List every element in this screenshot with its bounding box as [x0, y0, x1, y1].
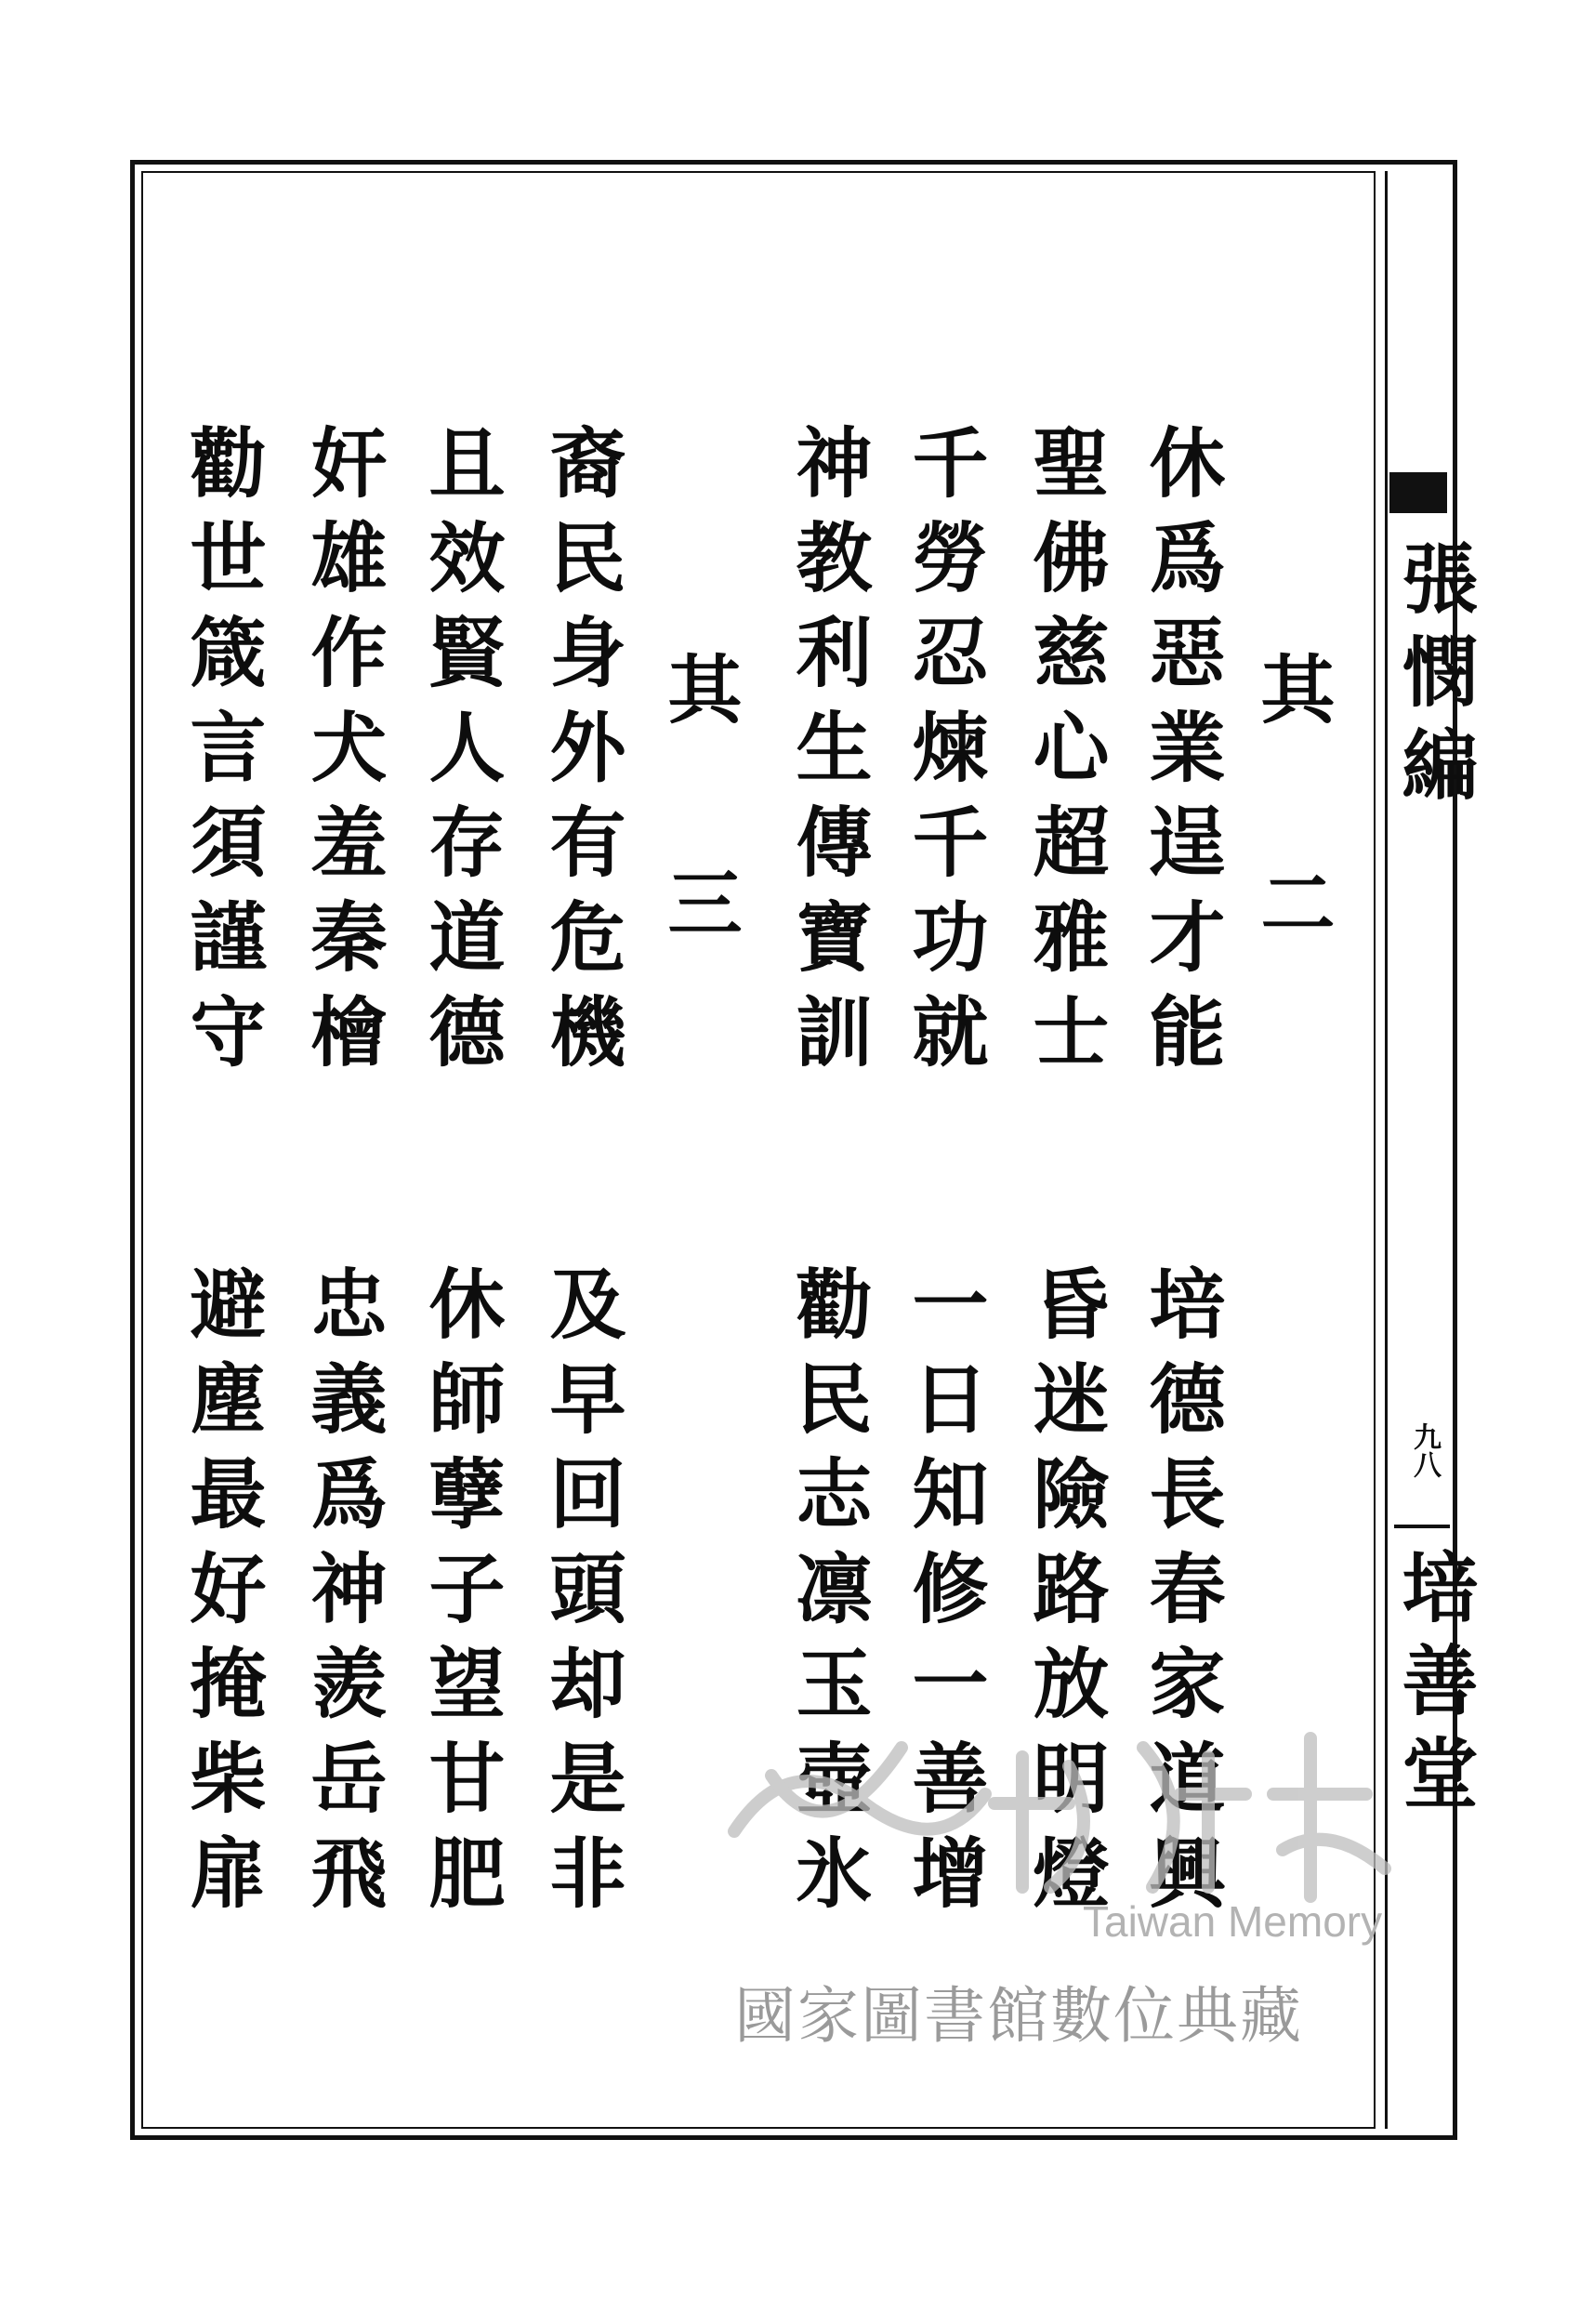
margin-hall-name: 培善堂: [1389, 1548, 1479, 1827]
poem-three-line-4: 勸世箴言須謹守: [178, 423, 267, 1087]
poem-three-line-3: 奸雄作犬羞秦檜: [298, 423, 388, 1087]
poem-two-line-5: 培德長春家道興: [1137, 1264, 1226, 1928]
poem-three-line-7: 忠義爲神羨岳飛: [298, 1264, 388, 1928]
poem-three-line-6: 休師孽子望甘肥: [416, 1264, 506, 1928]
poem-two-line-2: 聖佛慈心超雅士: [1020, 423, 1110, 1087]
margin-book-title: 張憫編: [1389, 539, 1479, 818]
page-number: 九八: [1408, 1422, 1441, 1478]
margin-black-fishtail: [1389, 472, 1447, 513]
poem-two-line-1: 休爲惡業逞才能: [1137, 423, 1226, 1087]
poem-two-line-3: 千勞忍煉千功就: [900, 423, 989, 1087]
poem-three-line-2: 且效賢人存道德: [416, 423, 506, 1087]
heading-poem-three: 其三: [655, 651, 743, 1078]
poem-three-line-8: 避塵最好掩柴扉: [178, 1264, 267, 1928]
poem-three-line-1: 裔民身外有危機: [537, 423, 626, 1087]
watermark-chinese: 國家圖書館數位典藏: [734, 1980, 1303, 2052]
poem-two-line-6: 昏迷險路放明燈: [1020, 1264, 1110, 1928]
taiwan-memory-logo: [716, 1692, 1422, 1924]
margin-rule: [1394, 1525, 1450, 1528]
poem-two-line-7: 一日知修一善增: [900, 1264, 989, 1928]
poem-three-line-5: 及早回頭却是非: [537, 1264, 626, 1928]
watermark-english: Taiwan Memory: [1083, 1897, 1383, 1946]
heading-poem-two: 其二: [1248, 651, 1336, 1078]
poem-two-line-4: 神教利生傳寶訓: [783, 423, 873, 1087]
poem-two-line-8: 勸民志凛玉壺氷: [783, 1264, 873, 1928]
